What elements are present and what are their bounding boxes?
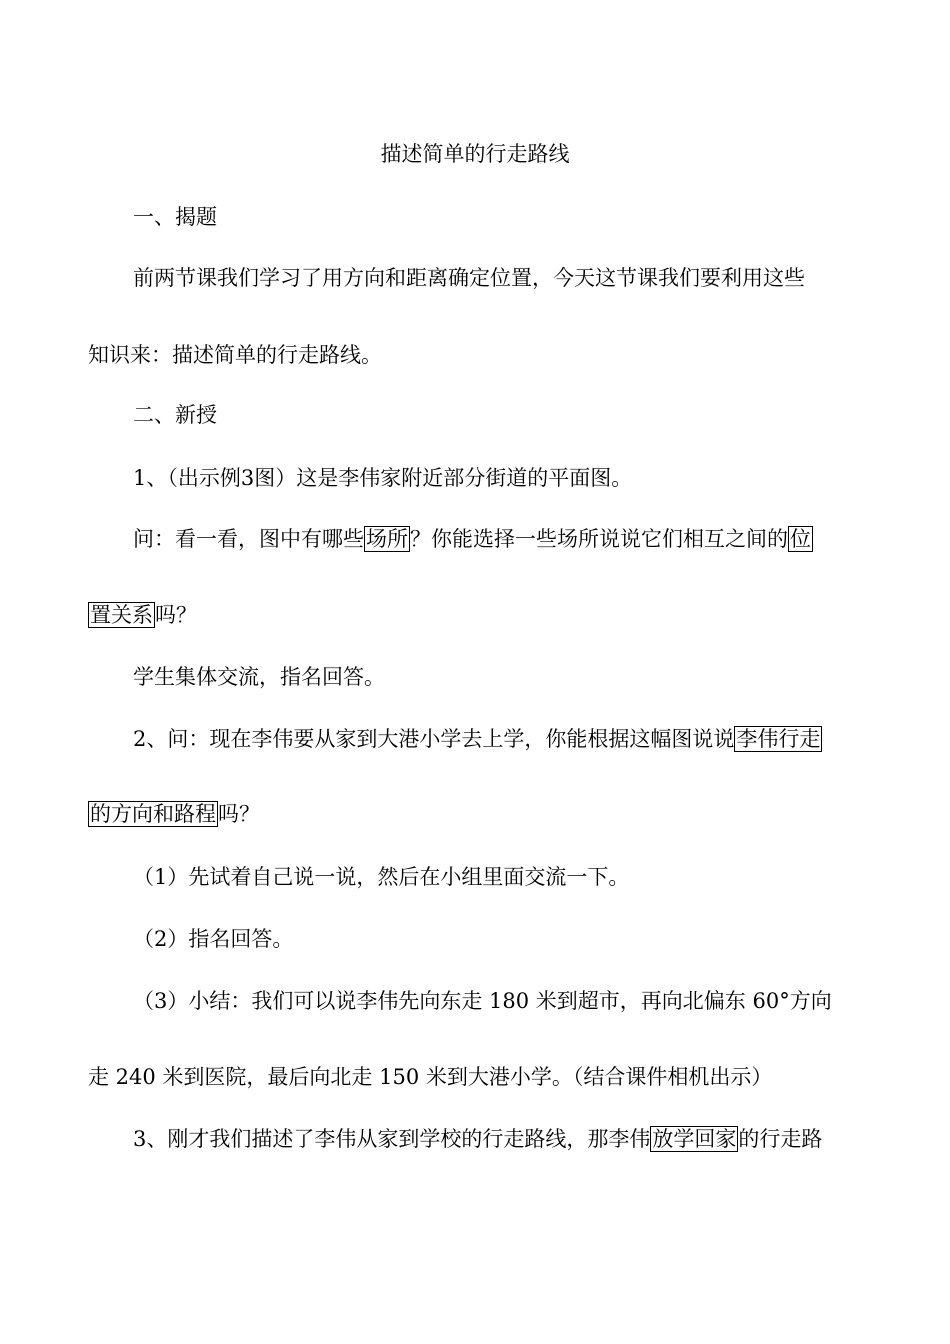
question-1-text-c: 吗？	[155, 603, 197, 627]
item-2-text-a: 2、问：现在李伟要从家到大港小学去上学，你能根据这幅图说说	[133, 727, 735, 751]
intro-paragraph-line1: 前两节课我们学习了用方向和距离确定位置，今天这节课我们要利用这些	[133, 266, 805, 290]
boxed-term-position-b: 置关系	[90, 603, 153, 627]
step-1: （1）先试着自己说一说，然后在小组里面交流一下。	[133, 865, 630, 889]
item-2-text-b: 吗？	[218, 802, 260, 826]
document-title: 描述简单的行走路线	[380, 142, 570, 166]
section-heading-intro: 一、揭题	[133, 205, 217, 229]
answer-1: 学生集体交流，指名回答。	[133, 665, 385, 689]
item-3-line1	[133, 1125, 822, 1153]
boxed-term-route-b: 的方向和路程	[90, 802, 216, 826]
question-1-text-b: ？你能选择一些场所说说它们相互之间的	[410, 527, 788, 551]
item-1: 1、（出示例3图）这是李伟家附近部分街道的平面图。	[133, 466, 633, 490]
boxed-term-route-a: 李伟行走	[736, 727, 821, 751]
step-2: （2）指名回答。	[133, 927, 294, 951]
intro-paragraph-line2: 知识来：描述简单的行走路线。	[88, 343, 382, 367]
question-1-text-a: 问：看一看，图中有哪些	[133, 527, 364, 551]
boxed-term-going-home: 放学回家	[652, 1127, 737, 1151]
boxed-term-places: 场所	[366, 527, 408, 551]
item-3-text-a: 3、刚才我们描述了李伟从家到学校的行走路线，那李伟	[133, 1127, 651, 1151]
question-1-line2	[88, 601, 197, 629]
section-heading-new: 二、新授	[133, 403, 217, 427]
step-3-line2: 走 240 米到医院，最后向北走 150 米到大港小学。（结合课件相机出示）	[88, 1065, 773, 1089]
question-1-line1	[133, 525, 813, 553]
item-2-line2	[88, 800, 260, 828]
step-3-line1: （3）小结：我们可以说李伟先向东走 180 米到超市，再向北偏东 60°方向	[133, 989, 832, 1013]
item-3-text-b: 的行走路	[738, 1127, 823, 1151]
boxed-term-position-a: 位	[790, 527, 811, 551]
item-2-line1	[133, 725, 822, 753]
